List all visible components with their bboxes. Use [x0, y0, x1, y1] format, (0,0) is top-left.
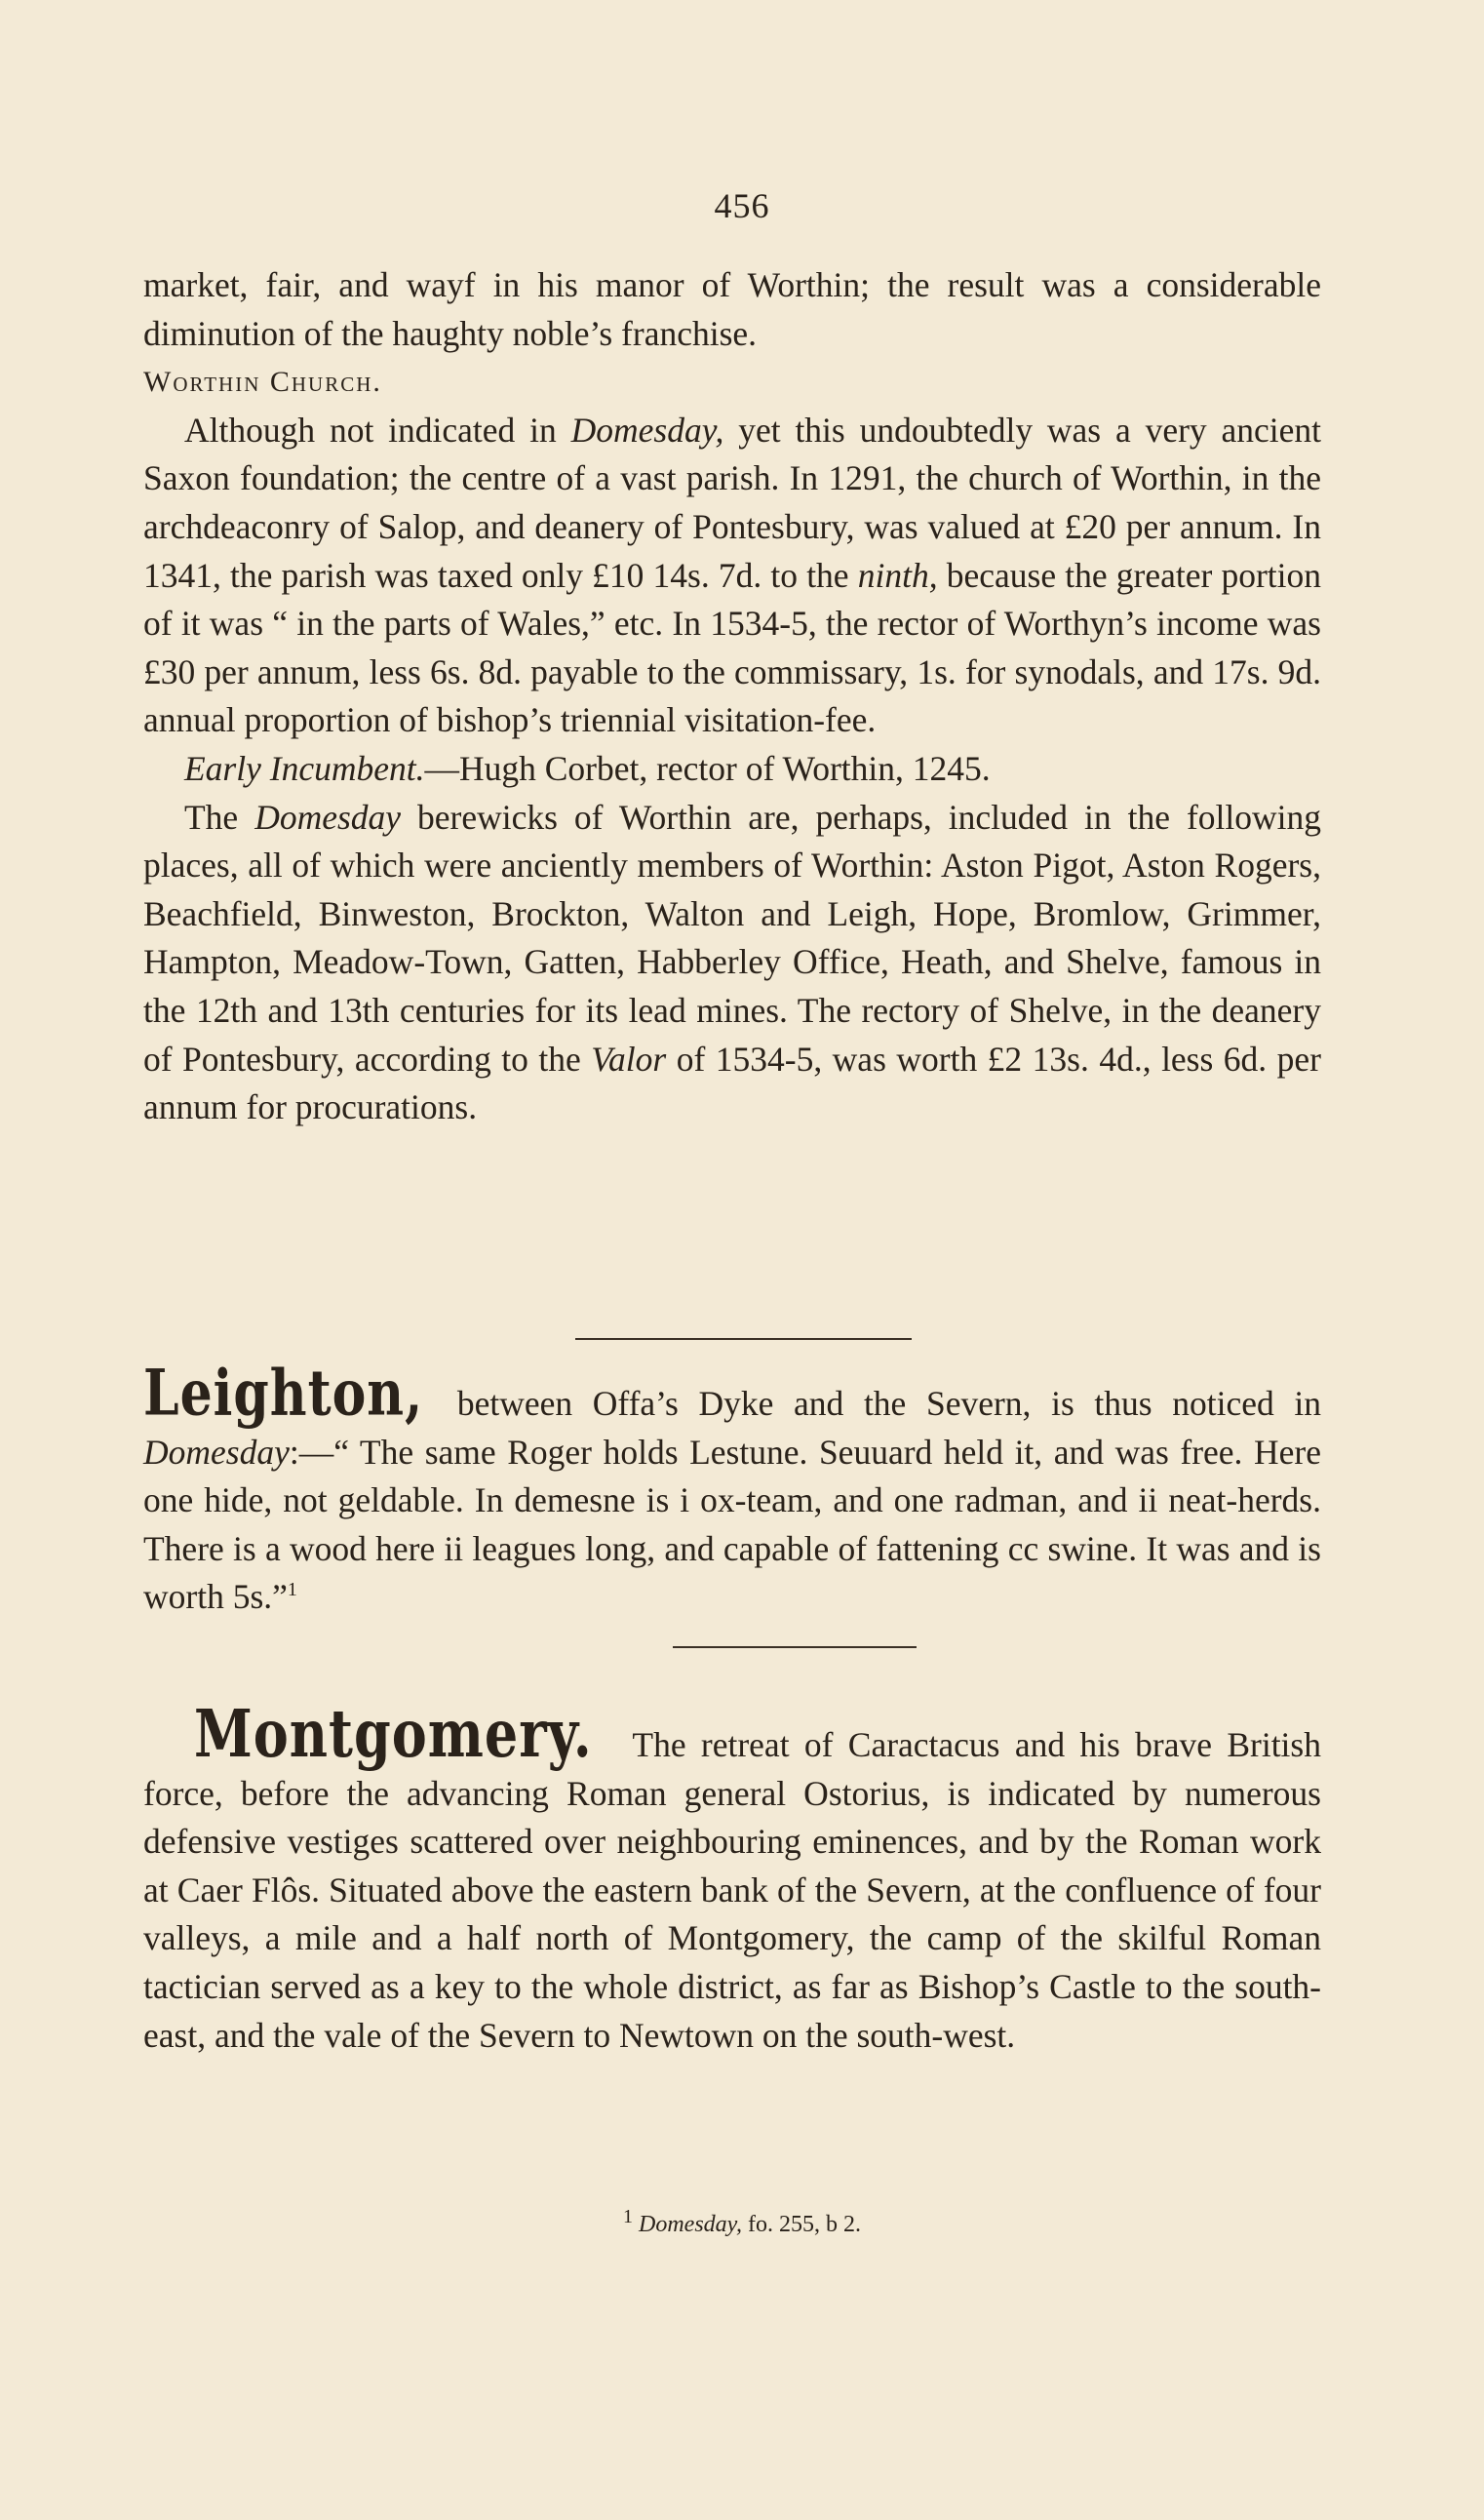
leighton-initial: Leighton, [143, 1356, 424, 1431]
page-number: 456 [714, 186, 770, 225]
paragraph-leighton: Leighton, between Offa’s Dyke and the Severn, is thus noticed in Domesday:—“ The same Roger holds Lestune. Seuuard held it, and was free. Here one hide, not geldable. In demesne is i ox-team, and one radman, and ii neat-herds. There is a wood here ii leagues long, and capable of fattening cc swine. It was and is worth 5s.”$^1$ [143, 1356, 1321, 1617]
montgomery-section [143, 1694, 1321, 2060]
paragraph-church: Although not indicated in Domesday, yet this undoubtedly was a very ancient Saxon foundation; the centre of a vast parish. In 1291, the church of Worthin, in the archdeaconry of Salop, and deanery of Pontesbury, was valued at £20 per annum. In 1341, the parish was taxed only £10 14s. 7d. to the ninth, because the greater portion of it was “ in the parts of Wales,” etc. In 1534-5, the rector of Worthyn’s income was £30 per annum, less 6s. 8d. payable to the commissary, 1s. for synodals, and 17s. 9d. annual proportion of bishop’s triennial visitation-fee. [143, 410, 1321, 740]
paragraph-incumbent: Early Incumbent.—Hugh Corbet, rector of Worthin, 1245. [184, 748, 991, 788]
leighton-section [143, 1356, 1321, 1622]
footnote: $^1$ Domesday, fo. 255, b 2. [623, 2206, 861, 2237]
footnote-marker: 1 [287, 1579, 297, 1601]
paragraph-continuation: market, fair, and wayf in his manor of Worthin; the result was a considerable diminution of the haughty noble’s franchise. [143, 265, 1321, 353]
paragraph-montgomery: Montgomery. The retreat of Caractacus and his brave British force, before the advancing Roman general Ostorius, is indicated by numerous defensive vestiges scattered over neighbouring eminences, and by the Roman work at Caer Flôs. Situated above the eastern bank of the Severn, at the confluence of four valleys, a mile and a half north of Montgomery, the camp of the skilful Roman tactician served as a key to the whole district, as far as Bishop’s Castle to the south-east, and the vale of the Severn to Newtown on the south-west. [143, 1694, 1321, 2055]
worthin-section [143, 261, 1321, 1132]
section-divider [673, 1646, 917, 1648]
section-heading: Worthin Church. [143, 366, 382, 399]
paragraph-berewicks: The Domesday berewicks of Worthin are, perhaps, included in the following places, all of which were anciently members of Worthin: Aston Pigot, Aston Rogers, Beachfield, Binweston, Brockton, Walton and Leigh, Hope, Bromlow, Grimmer, Hampton, Meadow-Town, Gatten, Habberley Office, Heath, and Shelve, famous in the 12th and 13th centuries for its lead mines. The rectory of Shelve, in the deanery of Pontesbury, according to the Valor of 1534-5, was worth £2 13s. 4d., less 6d. per annum for procurations. [143, 797, 1321, 1127]
montgomery-initial: Montgomery. [194, 1694, 593, 1772]
section-divider [575, 1338, 912, 1340]
